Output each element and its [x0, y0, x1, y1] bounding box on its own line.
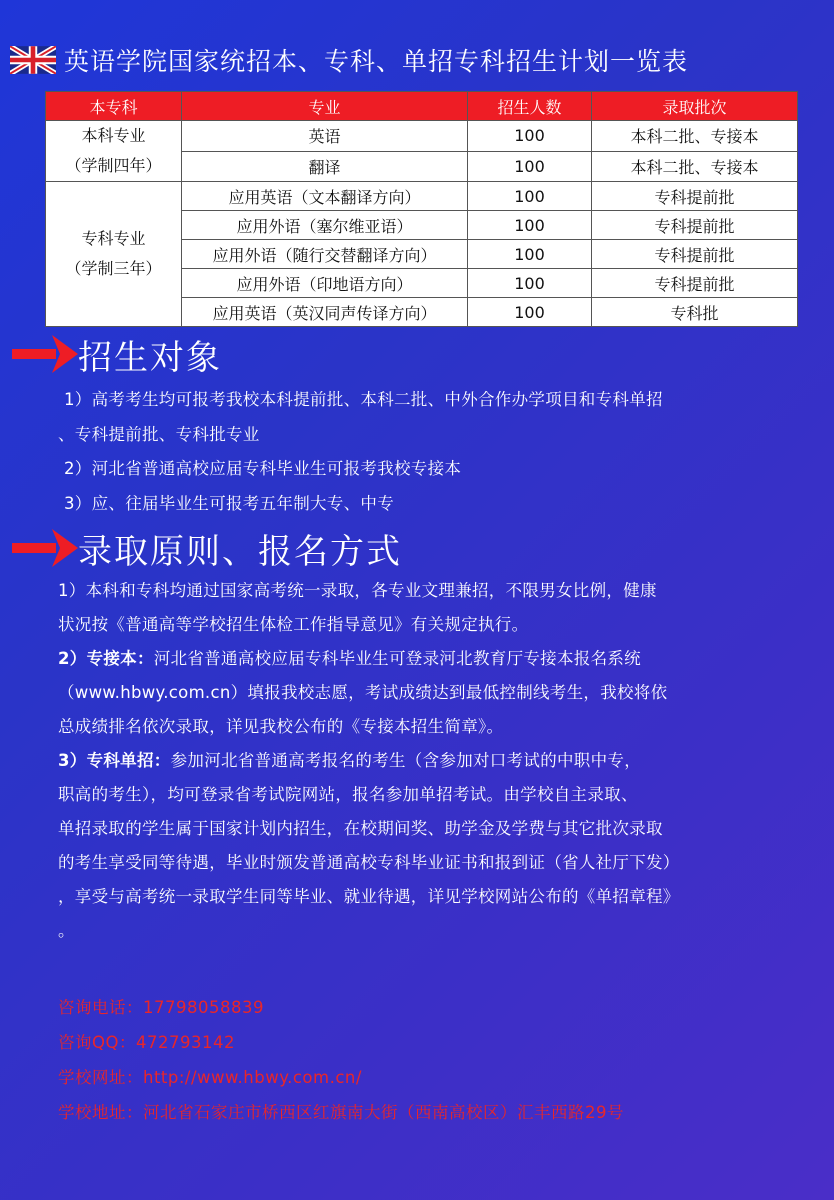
red-arrow-icon: [12, 332, 78, 378]
count-cell: 100: [468, 182, 592, 211]
applicants-item-2: 2）河北省普通高校应届专科毕业生可报考我校专接本: [64, 459, 462, 478]
uk-flag-icon: [10, 46, 56, 74]
admission-p3-line-1: 3）专科单招：参加河北省普通高考报名的考生（含参加对口考试的中职中专，: [58, 751, 641, 770]
batch-cell: 专科提前批: [592, 211, 798, 240]
contact-website[interactable]: 学校网址：http://www.hbwy.com.cn/: [58, 1068, 362, 1087]
major-cell: 应用外语（塞尔维亚语）: [182, 211, 468, 240]
title-row: [10, 42, 688, 78]
header-count: 招生人数: [468, 92, 592, 121]
admission-p1-line-2: 状况按《普通高等学校招生体检工作指导意见》有关规定执行。: [58, 615, 529, 634]
count-cell: 100: [468, 121, 592, 152]
contact-address: 学校地址：河北省石家庄市桥西区红旗南大街（西南高校区）汇丰西路29号: [58, 1103, 624, 1122]
admission-p2-line-1: 2）专接本：河北省普通高校应届专科毕业生可登录河北教育厅专接本报名系统: [58, 649, 641, 668]
count-cell: 100: [468, 211, 592, 240]
enrollment-plan-table: [45, 91, 798, 327]
major-cell: 翻译: [182, 151, 468, 182]
group-label-undergrad: 本科专业 （学制四年）: [46, 121, 182, 182]
table-row: [46, 121, 798, 152]
count-cell: 100: [468, 240, 592, 269]
header-batch: 录取批次: [592, 92, 798, 121]
red-arrow-icon: [12, 526, 78, 572]
admission-p3-line-4: 的考生享受同等待遇，毕业时颁发普通高校专科毕业证书和报到证（省人社厅下发）: [58, 853, 680, 872]
batch-cell: 专科提前批: [592, 269, 798, 298]
page-title: 英语学院国家统招本、专科、单招专科招生计划一览表: [64, 47, 689, 76]
count-cell: 100: [468, 298, 592, 327]
major-cell: 英语: [182, 121, 468, 152]
applicants-item-1-line-2: 、专科提前批、专科批专业: [58, 424, 260, 444]
admission-p1-line-1: 1）本科和专科均通过国家高考统一录取，各专业文理兼招，不限男女比例，健康: [58, 581, 657, 600]
major-cell: 应用英语（英汉同声传译方向）: [182, 298, 468, 327]
batch-cell: 专科提前批: [592, 182, 798, 211]
applicants-item-3: 3）应、往届毕业生可报考五年制大专、中专: [64, 493, 394, 513]
admission-p2-label: 2）专接本：: [58, 649, 154, 668]
section-title-admission: 录取原则、报名方式: [78, 532, 402, 572]
contact-info: [58, 990, 624, 1130]
admission-text: [58, 574, 818, 948]
admission-p3-label: 3）专科单招：: [58, 751, 171, 770]
header-level: 本专科: [46, 92, 182, 121]
batch-cell: 本科二批、专接本: [592, 121, 798, 152]
section-title-applicants: 招生对象: [78, 338, 222, 378]
count-cell: 100: [468, 151, 592, 182]
major-cell: 应用外语（随行交替翻译方向）: [182, 240, 468, 269]
table-header-row: [46, 92, 798, 121]
admission-p2-line-2: （www.hbwy.com.cn）填报我校志愿，考试成绩达到最低控制线考生，我校将依: [58, 683, 668, 702]
batch-cell: 本科二批、专接本: [592, 151, 798, 182]
applicants-text: [58, 383, 818, 521]
admission-p2-line-3: 总成绩排名依次录取，详见我校公布的《专接本招生简章》。: [58, 717, 504, 736]
major-cell: 应用英语（文本翻译方向）: [182, 182, 468, 211]
group-label-college: 专科专业 （学制三年）: [46, 182, 182, 327]
applicants-item-1-line-1: 1）高考考生均可报考我校本科提前批、本科二批、中外合作办学项目和专科单招: [64, 390, 663, 409]
count-cell: 100: [468, 269, 592, 298]
table-row: [46, 182, 798, 211]
section-head-admission: [12, 524, 402, 573]
header-major: 专业: [182, 92, 468, 121]
admission-p3-line-3: 单招录取的学生属于国家计划内招生，在校期间奖、助学金及学费与其它批次录取: [58, 819, 663, 838]
contact-qq: 咨询QQ：472793142: [58, 1033, 235, 1052]
batch-cell: 专科提前批: [592, 240, 798, 269]
batch-cell: 专科批: [592, 298, 798, 327]
admission-p3-line-6: 。: [58, 921, 75, 940]
major-cell: 应用外语（印地语方向）: [182, 269, 468, 298]
admission-p3-line-2: 职高的考生），均可登录省考试院网站，报名参加单招考试。由学校自主录取、: [58, 785, 638, 804]
section-head-applicants: [12, 330, 222, 379]
admission-p3-line-5: ，享受与高考统一录取学生同等毕业、就业待遇，详见学校网站公布的《单招章程》: [58, 887, 680, 906]
contact-phone: 咨询电话：17798058839: [58, 998, 264, 1017]
